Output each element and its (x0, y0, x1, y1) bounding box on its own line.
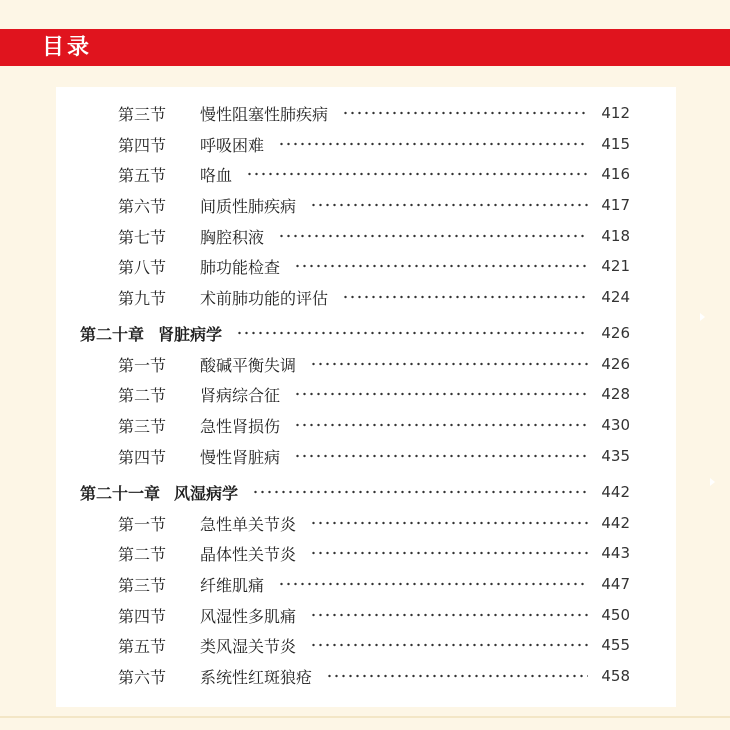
toc-chapter[interactable] (80, 477, 630, 507)
page-number: 412 (601, 104, 630, 122)
toc-entry[interactable] (118, 159, 630, 189)
entry-title: 术前肺功能的评估 (200, 288, 329, 308)
toc-entry[interactable] (118, 379, 630, 409)
entry-title: 风湿性多肌痛 (200, 606, 297, 626)
section-number: 第三节 (118, 416, 167, 436)
dot-leader (310, 362, 588, 366)
section-number: 第一节 (118, 514, 167, 534)
page-number: 415 (601, 135, 630, 153)
dot-leader (294, 423, 588, 427)
toc-entry[interactable] (118, 661, 630, 691)
chapter-number: 第二十章 (80, 324, 145, 344)
section-number: 第二节 (118, 385, 167, 405)
entry-title: 间质性肺疾病 (200, 196, 297, 216)
section-number: 第八节 (118, 257, 167, 277)
bottom-divider (0, 716, 730, 718)
toc-entry[interactable] (118, 251, 630, 281)
page-number: 458 (601, 667, 630, 685)
section-number: 第九节 (118, 288, 167, 308)
section-number: 第四节 (118, 135, 167, 155)
dot-leader (310, 613, 588, 617)
entry-title: 系统性红斑狼疮 (200, 667, 313, 687)
page-number: 426 (601, 324, 630, 342)
chapter-title: 风湿病学 (174, 483, 239, 503)
page-number: 450 (601, 606, 630, 624)
entry-title: 慢性肾脏病 (200, 447, 281, 467)
dot-leader (342, 295, 588, 299)
section-number: 第五节 (118, 636, 167, 656)
toc-entry[interactable] (118, 569, 630, 599)
toc-chapter[interactable] (80, 318, 630, 348)
dot-leader (236, 331, 588, 335)
entry-title: 纤维肌痛 (200, 575, 265, 595)
page-number: 442 (601, 483, 630, 501)
page-number: 428 (601, 385, 630, 403)
toc-entry[interactable] (118, 349, 630, 379)
dot-leader (310, 643, 588, 647)
toc-entry[interactable] (118, 441, 630, 471)
toc-entry[interactable] (118, 221, 630, 251)
chapter-number: 第二十一章 (80, 483, 161, 503)
entry-title: 肺功能检查 (200, 257, 281, 277)
dot-leader (246, 172, 588, 176)
page-number: 447 (601, 575, 630, 593)
section-number: 第三节 (118, 575, 167, 595)
page-number: 442 (601, 514, 630, 532)
page-number: 426 (601, 355, 630, 373)
dot-leader (278, 142, 588, 146)
section-number: 第六节 (118, 196, 167, 216)
chapter-title: 肾脏病学 (158, 324, 223, 344)
entry-title: 类风湿关节炎 (200, 636, 297, 656)
section-number: 第四节 (118, 606, 167, 626)
dot-leader (294, 392, 588, 396)
entry-title: 咯血 (200, 165, 233, 185)
entry-title: 肾病综合征 (200, 385, 281, 405)
dot-leader (294, 264, 588, 268)
page-number: 417 (601, 196, 630, 214)
toc-entry[interactable] (118, 538, 630, 568)
entry-title: 酸碱平衡失调 (200, 355, 297, 375)
section-number: 第六节 (118, 667, 167, 687)
dot-leader (310, 203, 588, 207)
toc-entry[interactable] (118, 282, 630, 312)
dot-leader (278, 582, 588, 586)
toc-entry[interactable] (118, 508, 630, 538)
entry-title: 晶体性关节炎 (200, 544, 297, 564)
section-number: 第一节 (118, 355, 167, 375)
page-number: 455 (601, 636, 630, 654)
header-bar (0, 29, 730, 66)
dot-leader (278, 234, 588, 238)
page-title: 目录 (42, 35, 93, 60)
page-number: 430 (601, 416, 630, 434)
toc-entry[interactable] (118, 129, 630, 159)
section-number: 第四节 (118, 447, 167, 467)
dot-leader (342, 111, 588, 115)
page-number: 443 (601, 544, 630, 562)
page-number: 416 (601, 165, 630, 183)
entry-title: 慢性阻塞性肺疾病 (200, 104, 329, 124)
toc-entry[interactable] (118, 600, 630, 630)
toc-entry[interactable] (118, 190, 630, 220)
section-number: 第二节 (118, 544, 167, 564)
dot-leader (294, 454, 588, 458)
section-number: 第三节 (118, 104, 167, 124)
toc-entry[interactable] (118, 98, 630, 128)
page-number: 435 (601, 447, 630, 465)
toc-entry[interactable] (118, 630, 630, 660)
entry-title: 胸腔积液 (200, 227, 265, 247)
section-number: 第五节 (118, 165, 167, 185)
dot-leader (252, 490, 588, 494)
entry-title: 呼吸困难 (200, 135, 265, 155)
section-number: 第七节 (118, 227, 167, 247)
page-number: 418 (601, 227, 630, 245)
page-number: 424 (601, 288, 630, 306)
edge-marker-icon (710, 478, 715, 486)
entry-title: 急性肾损伤 (200, 416, 281, 436)
page-number: 421 (601, 257, 630, 275)
edge-marker-icon (700, 313, 705, 321)
dot-leader (326, 674, 588, 678)
entry-title: 急性单关节炎 (200, 514, 297, 534)
dot-leader (310, 521, 588, 525)
dot-leader (310, 551, 588, 555)
toc-entry[interactable] (118, 410, 630, 440)
